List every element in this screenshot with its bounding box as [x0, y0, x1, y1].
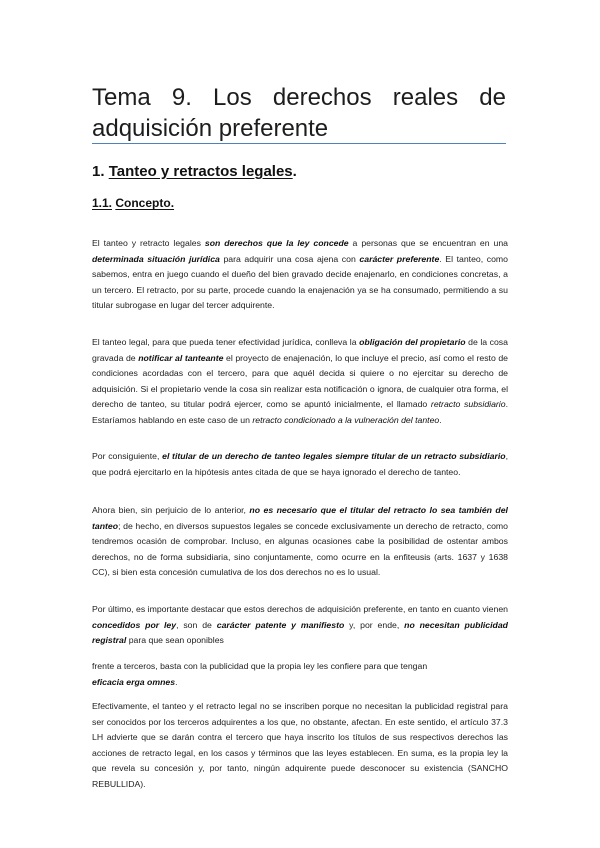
- section-number: 1.: [92, 163, 105, 180]
- document-title: [92, 82, 506, 144]
- paragraph-6: frente a terceros, basta con la publicidad que la propia ley les confiere para que tengan eficacia erga omnes.: [92, 661, 428, 687]
- subsection-number: 1.1.: [92, 196, 113, 210]
- paragraph-1: El tanteo y retracto legales son derechos que la ley concede a personas que se encuentran en una determinada situación jurídica para adquirir una cosa ajena con carácter preferente. El tanteo, como sabemos, entra en juego cuando el dueño del bien gravado decide enajenarlo, en condiciones concretas, a un tercero. El retracto, por su parte, procede cuando la enajenación ya se ha consumado, permitiendo a su titular subrogase en lugar del tercer adquirente.: [92, 238, 509, 310]
- paragraph-5: Por último, es importante destacar que estos derechos de adquisición preferente, en tanto en cuanto vienen concedidos por ley, son de carácter patente y manifiesto y, por ende, no necesitan publicidad registral para que sean oponibles: [92, 604, 508, 645]
- section-title: Tanteo y retractos legales: [108, 163, 293, 180]
- paragraph-2: El tanteo legal, para que pueda tener efectividad jurídica, conlleva la obligación del propietario de la cosa gravada de notificar al tanteante el proyecto de enajenación, lo que incluye el precio, así como el resto de condiciones acordadas con el tercero, para que aquél decida si quiere o no ejercitar su derecho de adquisición. Si el propietario vende la cosa sin realizar esta notificación o ignora, de cualquier otra forma, el derecho de tanteo, su titular podrá ejercer, como se apuntó inicialmente, el llamado retracto subsidiario. Estaríamos hablando en este caso de un retracto condicionado a la vulneración del tanteo.: [92, 337, 509, 425]
- paragraph-3: Por consiguiente, el titular de un derecho de tanteo legales siempre titular de un retracto subsidiario, que podrá ejercitarlo en la hipótesis antes citada de que se haya ignorado el derecho de tanteo.: [92, 451, 508, 477]
- section-title-suffix: .: [292, 163, 297, 180]
- title-line-1: Tema 9. Los derechos reales de: [92, 84, 506, 111]
- paragraph-7: Efectivamente, el tanteo y el retracto legal no se inscriben porque no necesitan la publicidad registral para ser conocidos por los terceros adquirentes a los que, no obstante, afectan. En este sentido, el artículo 37.3 LH advierte que se darán contra el tercero que haya inscrito los títulos de sus respectivos derechos las acciones de retracto legal, en los casos y términos que las leyes establecen. En suma, es la propia ley la que revela su concesión y, por tanto, ningún adquirente puede desconocer su existencia (SANCHO REBULLIDA).: [92, 701, 508, 789]
- subsection-title: Concepto.: [115, 196, 175, 210]
- title-line-2: adquisición preferente: [92, 115, 329, 142]
- title-underline: [92, 143, 506, 144]
- paragraph-4: Ahora bien, sin perjuicio de lo anterior, no es necesario que el titular del retracto lo sea también del tanteo; de hecho, en diversos supuestos legales se concede exclusivamente un derecho de retracto, como tendremos ocasión de comprobar. Incluso, en algunas ocasiones cabe la posibilidad de ostentar ambos derechos, no de forma subsidiaria, sino conjuntamente, como ocurre en la enfiteusis (arts. 1637 y 1638 CC), si bien esta concesión cumulativa de los dos derechos no es lo usual.: [92, 505, 508, 577]
- section-heading: [92, 163, 297, 180]
- subsection-heading: [92, 196, 174, 210]
